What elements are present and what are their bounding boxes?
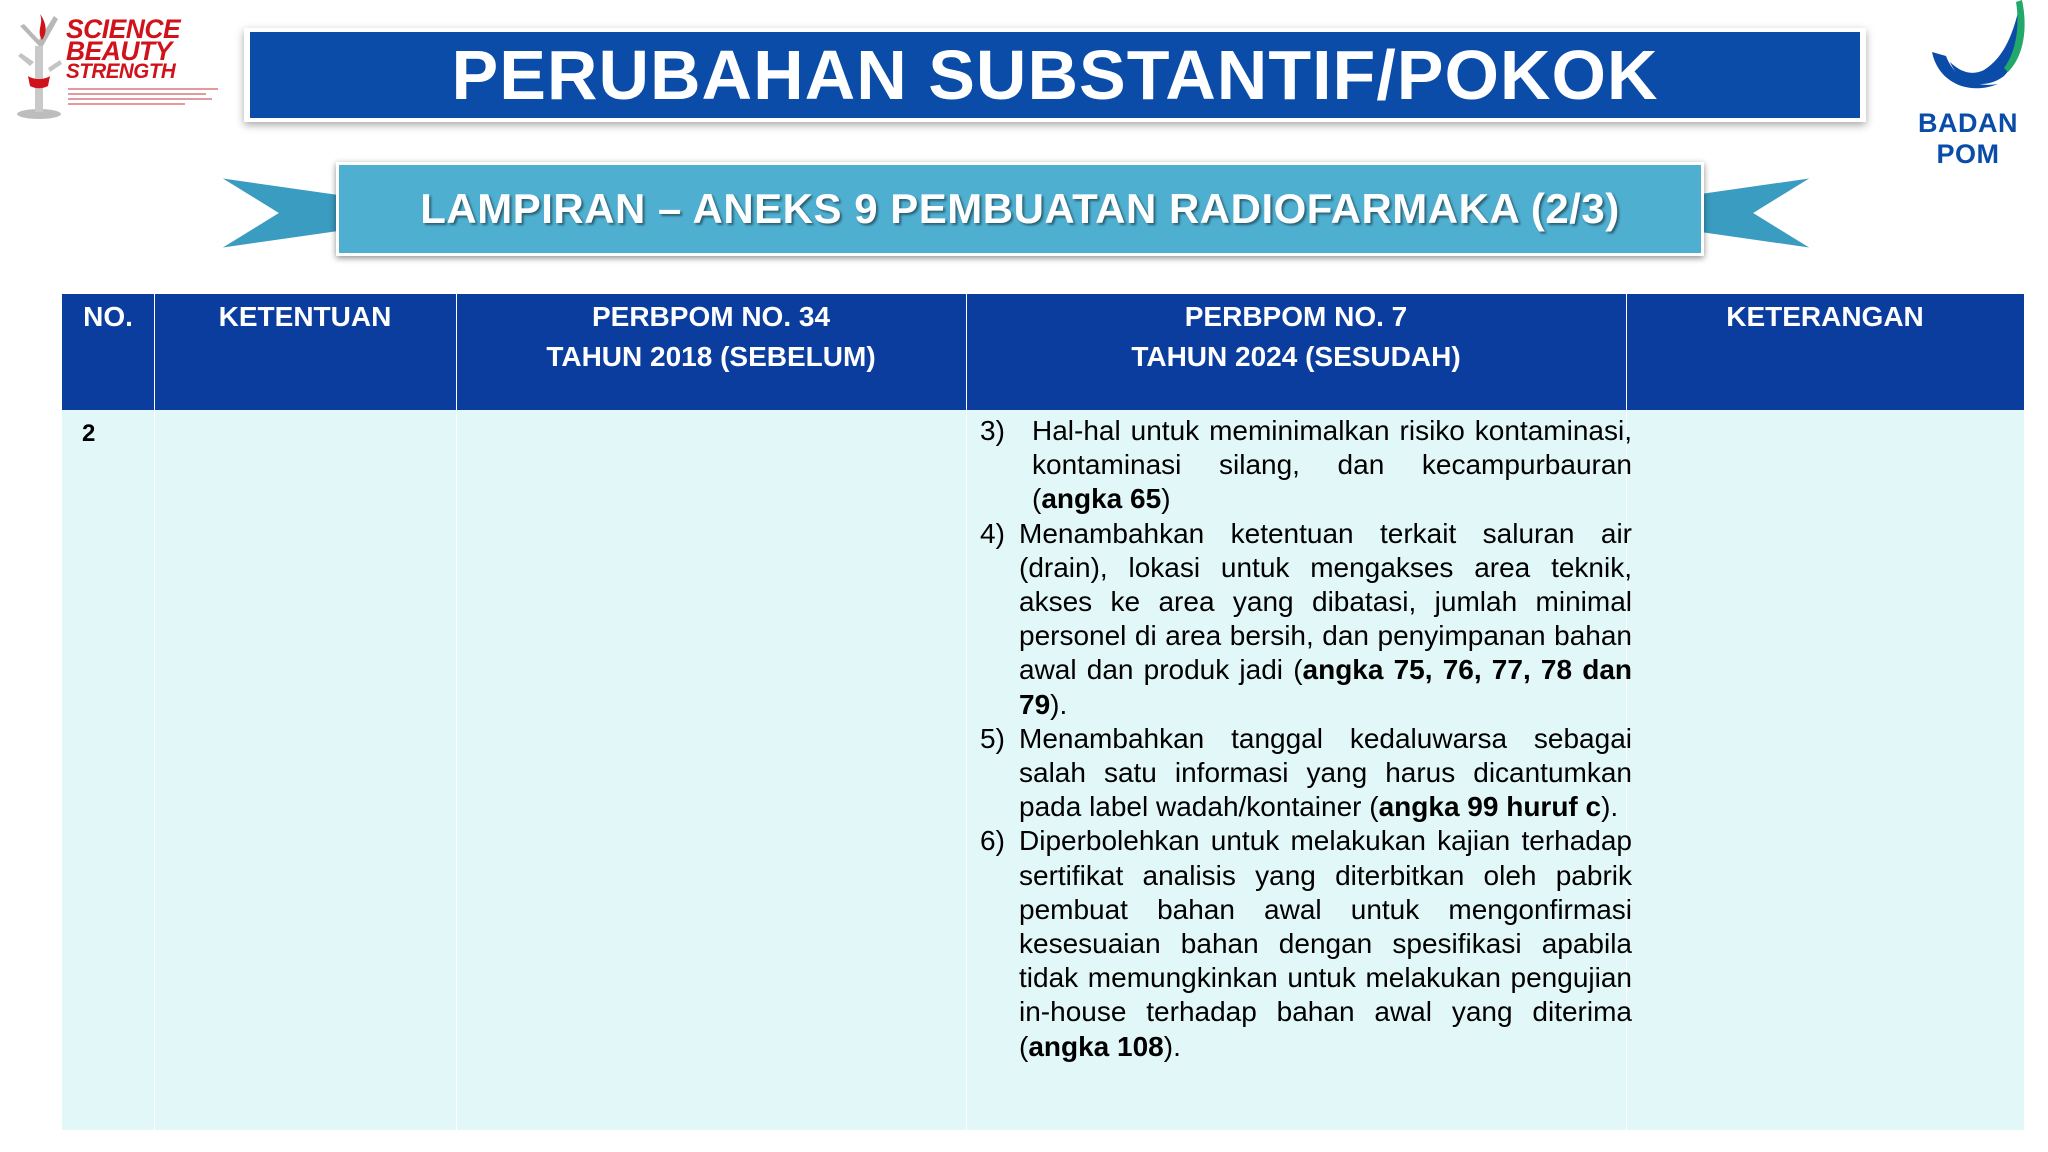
comparison-table xyxy=(62,294,2024,1130)
header-ketentuan: KETENTUAN xyxy=(218,301,392,332)
list-item xyxy=(980,824,1632,1063)
logo-word-science: SCIENCE xyxy=(66,14,181,44)
badan-pom-text: BADAN POM xyxy=(1918,108,2018,169)
list-item-text: Hal-hal untuk meminimalkan risiko kontaminasi, kontaminasi silang, dan kecampurbauran (angka 65) xyxy=(1032,415,1632,515)
ribbon-main xyxy=(336,162,1704,256)
list-item-text: Diperbolehkan untuk melakukan kajian terhadap sertifikat analisis yang diterbitkan oleh pabrik pembuat bahan awal untuk mengonfirmasi kesesuaian bahan dengan spesifikasi apabila tidak memungkinkan untuk melakukan pengujian in-house terhadap bahan awal yang diterima (angka 108). xyxy=(1019,825,1632,1062)
row-number: 2 xyxy=(82,420,96,447)
badan-pom-logo xyxy=(1880,0,2048,169)
header-sebelum xyxy=(456,294,966,410)
list-item xyxy=(980,414,1632,517)
header-sesudah-line2: TAHUN 2024 (SESUDAH) xyxy=(1131,341,1461,372)
column-divider xyxy=(966,294,967,1130)
badan-pom-check-icon xyxy=(1920,0,2030,110)
logo-fine-print xyxy=(68,88,218,108)
sesudah-content xyxy=(980,410,1632,1064)
header-keterangan: KETERANGAN xyxy=(1726,301,1924,332)
list-item-number: 6) xyxy=(980,825,1005,857)
list-item-number: 5) xyxy=(980,722,1005,754)
logo-word-beauty: BEAUTY xyxy=(66,36,172,66)
header-sesudah-line1: PERBPOM NO. 7 xyxy=(1184,301,1408,332)
header-sesudah xyxy=(966,294,1626,410)
list-item xyxy=(980,517,1632,722)
logo-word-strength: STRENGTH xyxy=(66,60,176,83)
list-item-text: Menambahkan tanggal kedaluwarsa sebagai salah satu informasi yang harus dicantumkan pada label wadah/kontainer (angka 99 huruf c). xyxy=(1019,722,1632,823)
column-divider xyxy=(154,294,155,1130)
section-title: LAMPIRAN – ANEKS 9 PEMBUATAN RADIOFARMAKA (2/3) xyxy=(420,185,1620,232)
header-no: NO. xyxy=(83,301,133,332)
list-item-number: 3) xyxy=(980,415,1005,446)
list-item-text: Menambahkan ketentuan terkait saluran air (drain), lokasi untuk mengakses area teknik, akses ke area yang dibatasi, jumlah minimal personel di area bersih, dan penyimpanan bahan awal dan produk jadi (angka 75, 76, 77, 78 dan 79). xyxy=(1019,517,1632,720)
title-banner xyxy=(250,32,1860,118)
column-divider xyxy=(456,294,457,1130)
header-sebelum-line1: PERBPOM NO. 34 xyxy=(591,301,831,332)
statue-icon xyxy=(10,6,68,121)
page-title: PERUBAHAN SUBSTANTIF/POKOK xyxy=(451,36,1659,114)
section-ribbon xyxy=(216,156,1816,256)
header-sebelum-line2: TAHUN 2018 (SEBELUM) xyxy=(546,341,876,372)
list-item-number: 4) xyxy=(980,517,1005,549)
science-beauty-strength-logo xyxy=(6,6,216,121)
list-item xyxy=(980,722,1632,825)
